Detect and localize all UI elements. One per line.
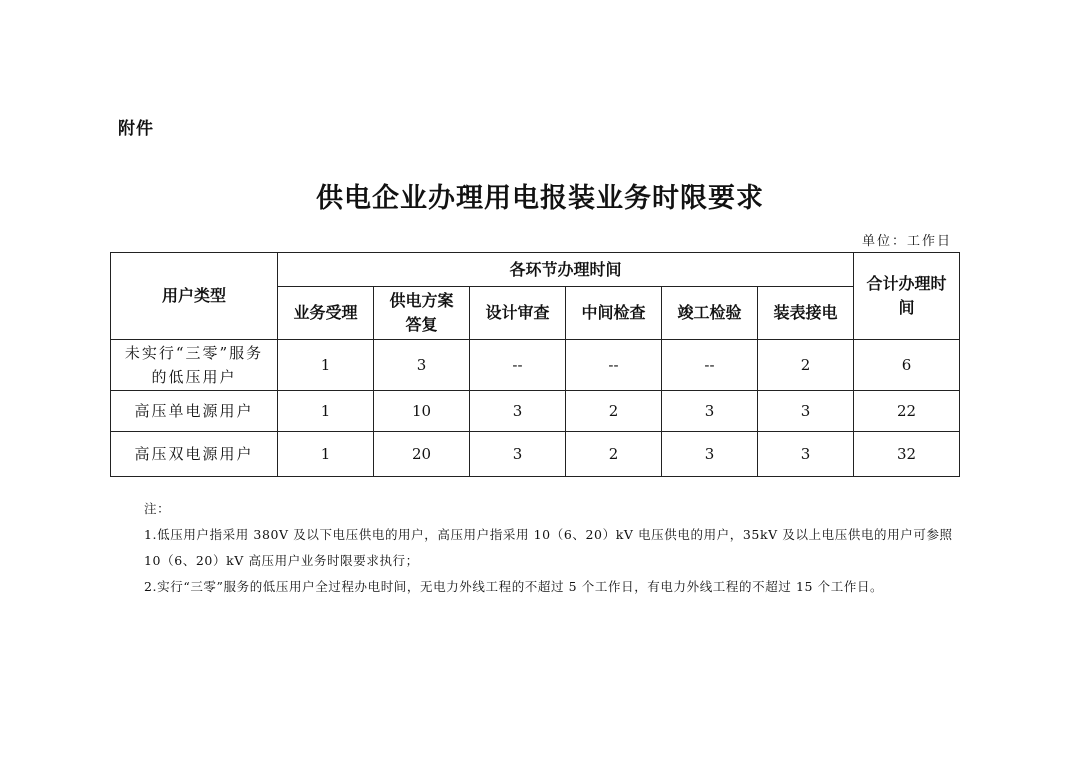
note-2: 2.实行“三零”服务的低压用户全过程办电时间，无电力外线工程的不超过 5 个工作日，有电力外线工程的不超过 15 个工作日。	[144, 579, 884, 594]
header-col-meter-connection: 装表接电	[758, 287, 854, 340]
table-row	[111, 391, 960, 432]
note-1: 1.低压用户指采用 380V 及以下电压供电的用户，高压用户指采用 10（6、20）kV 电压供电的用户，35kV 及以上电压供电的用户可参照 10（6、20）kV 高压用户业务时限要求执行；	[144, 527, 953, 568]
cell-plan-reply: 20	[374, 432, 470, 477]
cell-completion-check: --	[662, 340, 758, 391]
attachment-label: 附件	[118, 119, 154, 139]
header-col-completion-check: 竣工检验	[662, 287, 758, 340]
unit-label: 单位：工作日	[861, 234, 952, 249]
cell-midterm-check: 2	[566, 432, 662, 477]
notes-section	[118, 496, 968, 600]
header-stages: 各环节办理时间	[278, 253, 854, 287]
cell-plan-reply: 3	[374, 340, 470, 391]
cell-acceptance: 1	[278, 432, 374, 477]
cell-total: 32	[854, 432, 960, 477]
cell-acceptance: 1	[278, 391, 374, 432]
row-label: 高压双电源用户	[111, 432, 278, 477]
table-header-row	[111, 253, 960, 287]
cell-total: 22	[854, 391, 960, 432]
cell-design-review: 3	[470, 391, 566, 432]
notes-heading: 注：	[144, 501, 171, 516]
cell-completion-check: 3	[662, 391, 758, 432]
header-col-midterm-check: 中间检查	[566, 287, 662, 340]
cell-plan-reply: 10	[374, 391, 470, 432]
header-col-plan-reply: 供电方案答复	[374, 287, 470, 340]
header-user-type: 用户类型	[111, 253, 278, 340]
cell-midterm-check: --	[566, 340, 662, 391]
cell-meter-connection: 2	[758, 340, 854, 391]
cell-completion-check: 3	[662, 432, 758, 477]
table-row	[111, 340, 960, 391]
header-col-acceptance: 业务受理	[278, 287, 374, 340]
cell-meter-connection: 3	[758, 432, 854, 477]
cell-meter-connection: 3	[758, 391, 854, 432]
time-limit-table	[110, 252, 960, 477]
header-total: 合计办理时间	[854, 253, 960, 340]
table-row	[111, 432, 960, 477]
cell-design-review: 3	[470, 432, 566, 477]
row-label: 高压单电源用户	[111, 391, 278, 432]
cell-midterm-check: 2	[566, 391, 662, 432]
row-label: 未实行“三零”服务的低压用户	[111, 340, 278, 391]
cell-design-review: --	[470, 340, 566, 391]
header-col-design-review: 设计审查	[470, 287, 566, 340]
cell-total: 6	[854, 340, 960, 391]
document-title: 供电企业办理用电报装业务时限要求	[316, 183, 764, 214]
cell-acceptance: 1	[278, 340, 374, 391]
